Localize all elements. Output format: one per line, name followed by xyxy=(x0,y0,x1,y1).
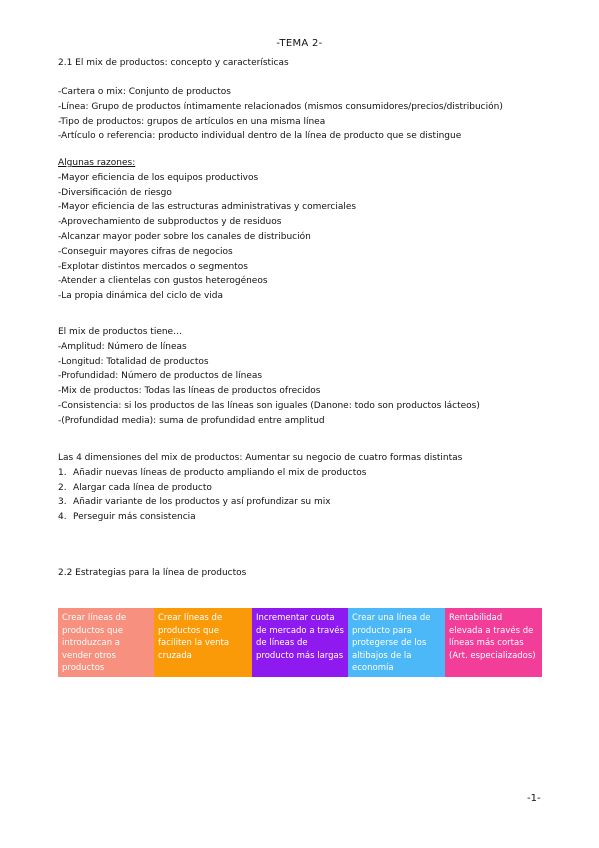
mix-item: -Longitud: Totalidad de productos xyxy=(58,356,209,367)
reasons-list xyxy=(58,156,558,304)
mix-item: -Mix de productos: Todas las líneas de productos ofrecidos xyxy=(58,386,321,397)
definition-item: -Cartera o mix: Conjunto de productos xyxy=(58,87,231,97)
dimension-text: Perseguir más consistencia xyxy=(73,512,196,523)
strategies-strip xyxy=(58,608,542,677)
dimension-item xyxy=(58,466,558,481)
definition-item: -Tipo de productos: grupos de artículos en una misma línea xyxy=(58,116,326,127)
dimension-number: 1. xyxy=(58,467,67,478)
reason-item: -Mayor eficiencia de las estructuras administrativas y comerciales xyxy=(58,202,357,213)
section-2-heading-block xyxy=(58,566,558,581)
mix-item: -Consistencia: si los productos de las líneas son iguales (Danone: todo son productos lácteos) xyxy=(58,400,480,411)
mix-item: -Profundidad: Número de productos de líneas xyxy=(58,371,263,382)
strategy-cell: Crear una línea de producto para protegerse de los altibajos de la economía xyxy=(348,608,445,677)
dimension-text: Añadir variante de los productos y así profundizar su mix xyxy=(73,497,331,508)
page-number: -1- xyxy=(527,793,541,804)
mix-item: -(Profundidad media): suma de profundidad entre amplitud xyxy=(58,415,325,426)
section-1-heading-block xyxy=(58,56,558,71)
section-heading: 2.2 Estrategias para la línea de productos xyxy=(58,568,247,578)
dimension-text: Alargar cada línea de producto xyxy=(73,482,212,493)
section-heading: 2.1 El mix de productos: concepto y características xyxy=(58,58,289,68)
mix-heading: El mix de productos tiene… xyxy=(58,327,183,337)
dimensions-block xyxy=(58,451,558,525)
strategy-cell: Crear líneas de productos que introduzcan a vender otros productos xyxy=(58,608,154,677)
dimension-number: 2. xyxy=(58,482,67,493)
reason-item: -Mayor eficiencia de los equipos productivos xyxy=(58,172,259,183)
reason-item: -Aprovechamiento de subproductos y de residuos xyxy=(58,217,282,228)
reason-item: -La propia dinámica del ciclo de vida xyxy=(58,291,224,302)
dimension-item xyxy=(58,481,558,496)
reason-item: -Explotar distintos mercados o segmentos xyxy=(58,261,248,272)
dimension-text: Añadir nuevas líneas de producto ampliando el mix de productos xyxy=(73,467,367,478)
reason-item: -Alcanzar mayor poder sobre los canales de distribución xyxy=(58,231,311,242)
page-title: -TEMA 2- xyxy=(276,38,323,49)
mix-properties-list xyxy=(58,325,558,429)
strategy-cell: Crear líneas de productos que faciliten la venta cruzada xyxy=(154,608,252,677)
definition-item: -Artículo o referencia: producto individual dentro de la línea de producto que se distingue xyxy=(58,131,462,142)
dimensions-list xyxy=(58,466,558,525)
dimension-item xyxy=(58,510,558,525)
mix-item: -Amplitud: Número de líneas xyxy=(58,341,187,352)
definitions-list xyxy=(58,85,558,144)
definition-item: -Línea: Grupo de productos íntimamente relacionados (mismos consumidores/precios/distribución) xyxy=(58,101,503,112)
strategy-cell: Rentabilidad elevada a través de líneas más cortas (Art. especializados) xyxy=(445,608,542,677)
reason-item: -Atender a clientelas con gustos heterogéneos xyxy=(58,276,268,287)
reason-item: -Diversificación de riesgo xyxy=(58,187,172,198)
reasons-heading: Algunas razones: xyxy=(58,158,136,168)
dimension-item xyxy=(58,495,558,510)
strategy-cell: Incrementar cuota de mercado a través de líneas de producto más largas xyxy=(252,608,348,677)
dimensions-heading: Las 4 dimensiones del mix de productos: Aumentar su negocio de cuatro formas distintas xyxy=(58,453,463,463)
reason-item: -Conseguir mayores cifras de negocios xyxy=(58,246,233,257)
dimension-number: 4. xyxy=(58,512,67,523)
dimension-number: 3. xyxy=(58,497,67,508)
